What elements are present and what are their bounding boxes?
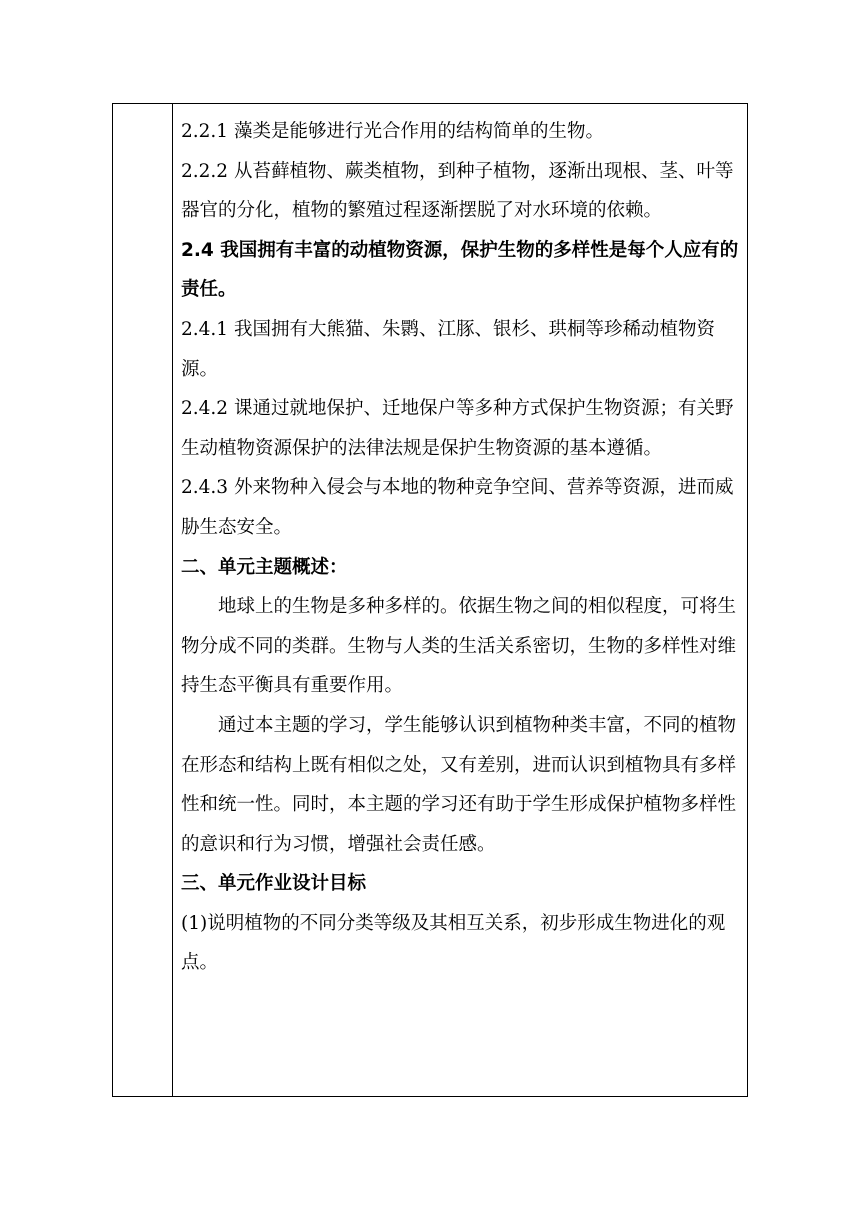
table-left-column [113,104,173,1096]
table-content-cell [173,104,747,1096]
paragraph-2-2-1: 2.2.1 藻类是能够进行光合作用的结构简单的生物。 [181,121,604,142]
paragraph-2-4-3: 2.4.3 外来物种入侵会与本地的物种竞争空间、营养等资源，进而威胁生态安全。 [181,477,734,538]
goal-item-1: (1)说明植物的不同分类等级及其相互关系，初步形成生物进化的观点。 [181,912,726,974]
overview-paragraph-1: 地球上的生物是多种多样的。依据生物之间的相似程度，可将生物分成不同的类群。生物与人类的生活关系密切，生物的多样性对维持生态平衡具有重要作用。 [181,596,737,697]
paragraph-2-4-2: 2.4.2 课通过就地保护、迁地保户等多种方式保护生物资源；有关野生动植物资源保护的法律法规是保护生物资源的基本遵循。 [181,398,734,459]
paragraph-2-2-2: 2.2.2 从苔藓植物、蕨类植物，到种子植物，逐渐出现根、茎、叶等器官的分化，植物的繁殖过程逐渐摆脱了对水环境的依赖。 [181,160,734,222]
section-heading-goals: 三、单元作业设计目标 [181,873,367,895]
section-heading-overview: 二、单元主题概述： [181,556,348,578]
document-table [112,103,748,1097]
overview-paragraph-2: 通过本主题的学习，学生能够认识到植物种类丰富，不同的植物在形态和结构上既有相似之处，又有差别，进而认识到植物具有多样性和统一性。同时，本主题的学习还有助于学生形成保护植物多样性的意识和行为习惯，增强社会责任感。 [181,714,737,855]
paragraph-2-4-1: 2.4.1 我国拥有大熊猫、朱鹮、江豚、银杉、珙桐等珍稀动植物资源。 [181,318,715,380]
heading-2-4: 2.4 我国拥有丰富的动植物资源，保护生物的多样性是每个人应有的责任。 [181,239,739,301]
